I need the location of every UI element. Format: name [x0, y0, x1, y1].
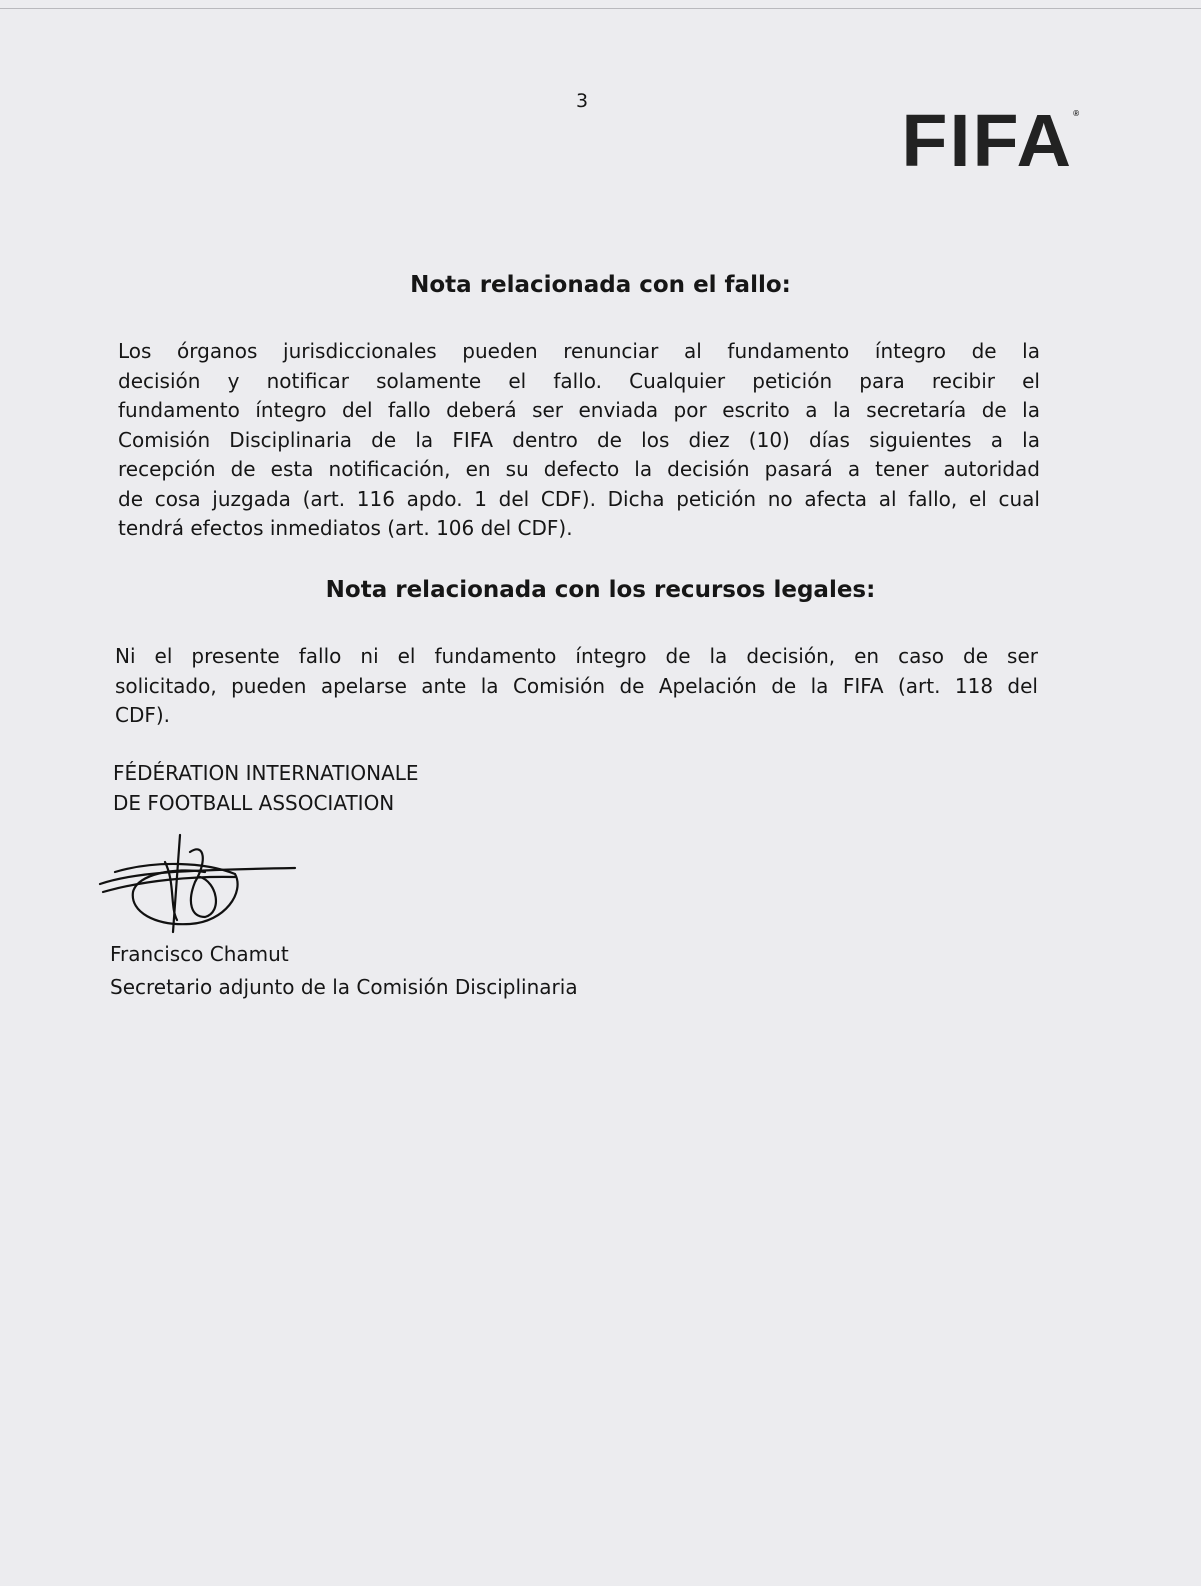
text-line: solicitado, pueden apelarse ante la Comisión de Apelación de la FIFA (art. 118 del — [115, 673, 1038, 698]
handwritten-signature — [95, 832, 305, 946]
org-line: FÉDÉRATION INTERNATIONALE — [113, 761, 419, 785]
fifa-logo: FIFA ® — [901, 99, 1082, 182]
text-line: de cosa juzgada (art. 116 apdo. 1 del CDF). Dicha petición no afecta al fallo, el cual — [118, 486, 1040, 511]
signatory-title: Secretario adjunto de la Comisión Disciplinaria — [110, 975, 578, 999]
paragraph-fallo — [118, 337, 1040, 544]
text-line: recepción de esta notificación, en su defecto la decisión pasará a tener autoridad — [118, 457, 1040, 481]
page-number: 3 — [576, 90, 589, 112]
scan-edge-line — [0, 8, 1201, 9]
section-heading-recursos: Nota relacionada con los recursos legales: — [325, 577, 876, 603]
org-line: DE FOOTBALL ASSOCIATION — [113, 791, 395, 815]
text-line: fundamento íntegro del fallo deberá ser enviada por escrito a la secretaría de la — [118, 398, 1040, 422]
paragraph-recursos — [115, 642, 1038, 731]
text-line: Los órganos jurisdiccionales pueden renunciar al fundamento íntegro de la — [118, 339, 1040, 363]
text-line: Comisión Disciplinaria de la FIFA dentro de los diez (10) días siguientes a la — [118, 427, 1040, 452]
signatory-name: Francisco Chamut — [110, 942, 289, 966]
text-line: CDF). — [115, 703, 171, 727]
signatory-block — [110, 939, 578, 1002]
section-heading-fallo: Nota relacionada con el fallo: — [410, 272, 791, 298]
text-line: tendrá efectos inmediatos (art. 106 del CDF). — [118, 516, 573, 540]
text-line: Ni el presente fallo ni el fundamento íntegro de la decisión, en caso de ser — [115, 644, 1038, 668]
organization-name — [113, 758, 419, 818]
text-line: decisión y notificar solamente el fallo. Cualquier petición para recibir el — [118, 368, 1040, 393]
